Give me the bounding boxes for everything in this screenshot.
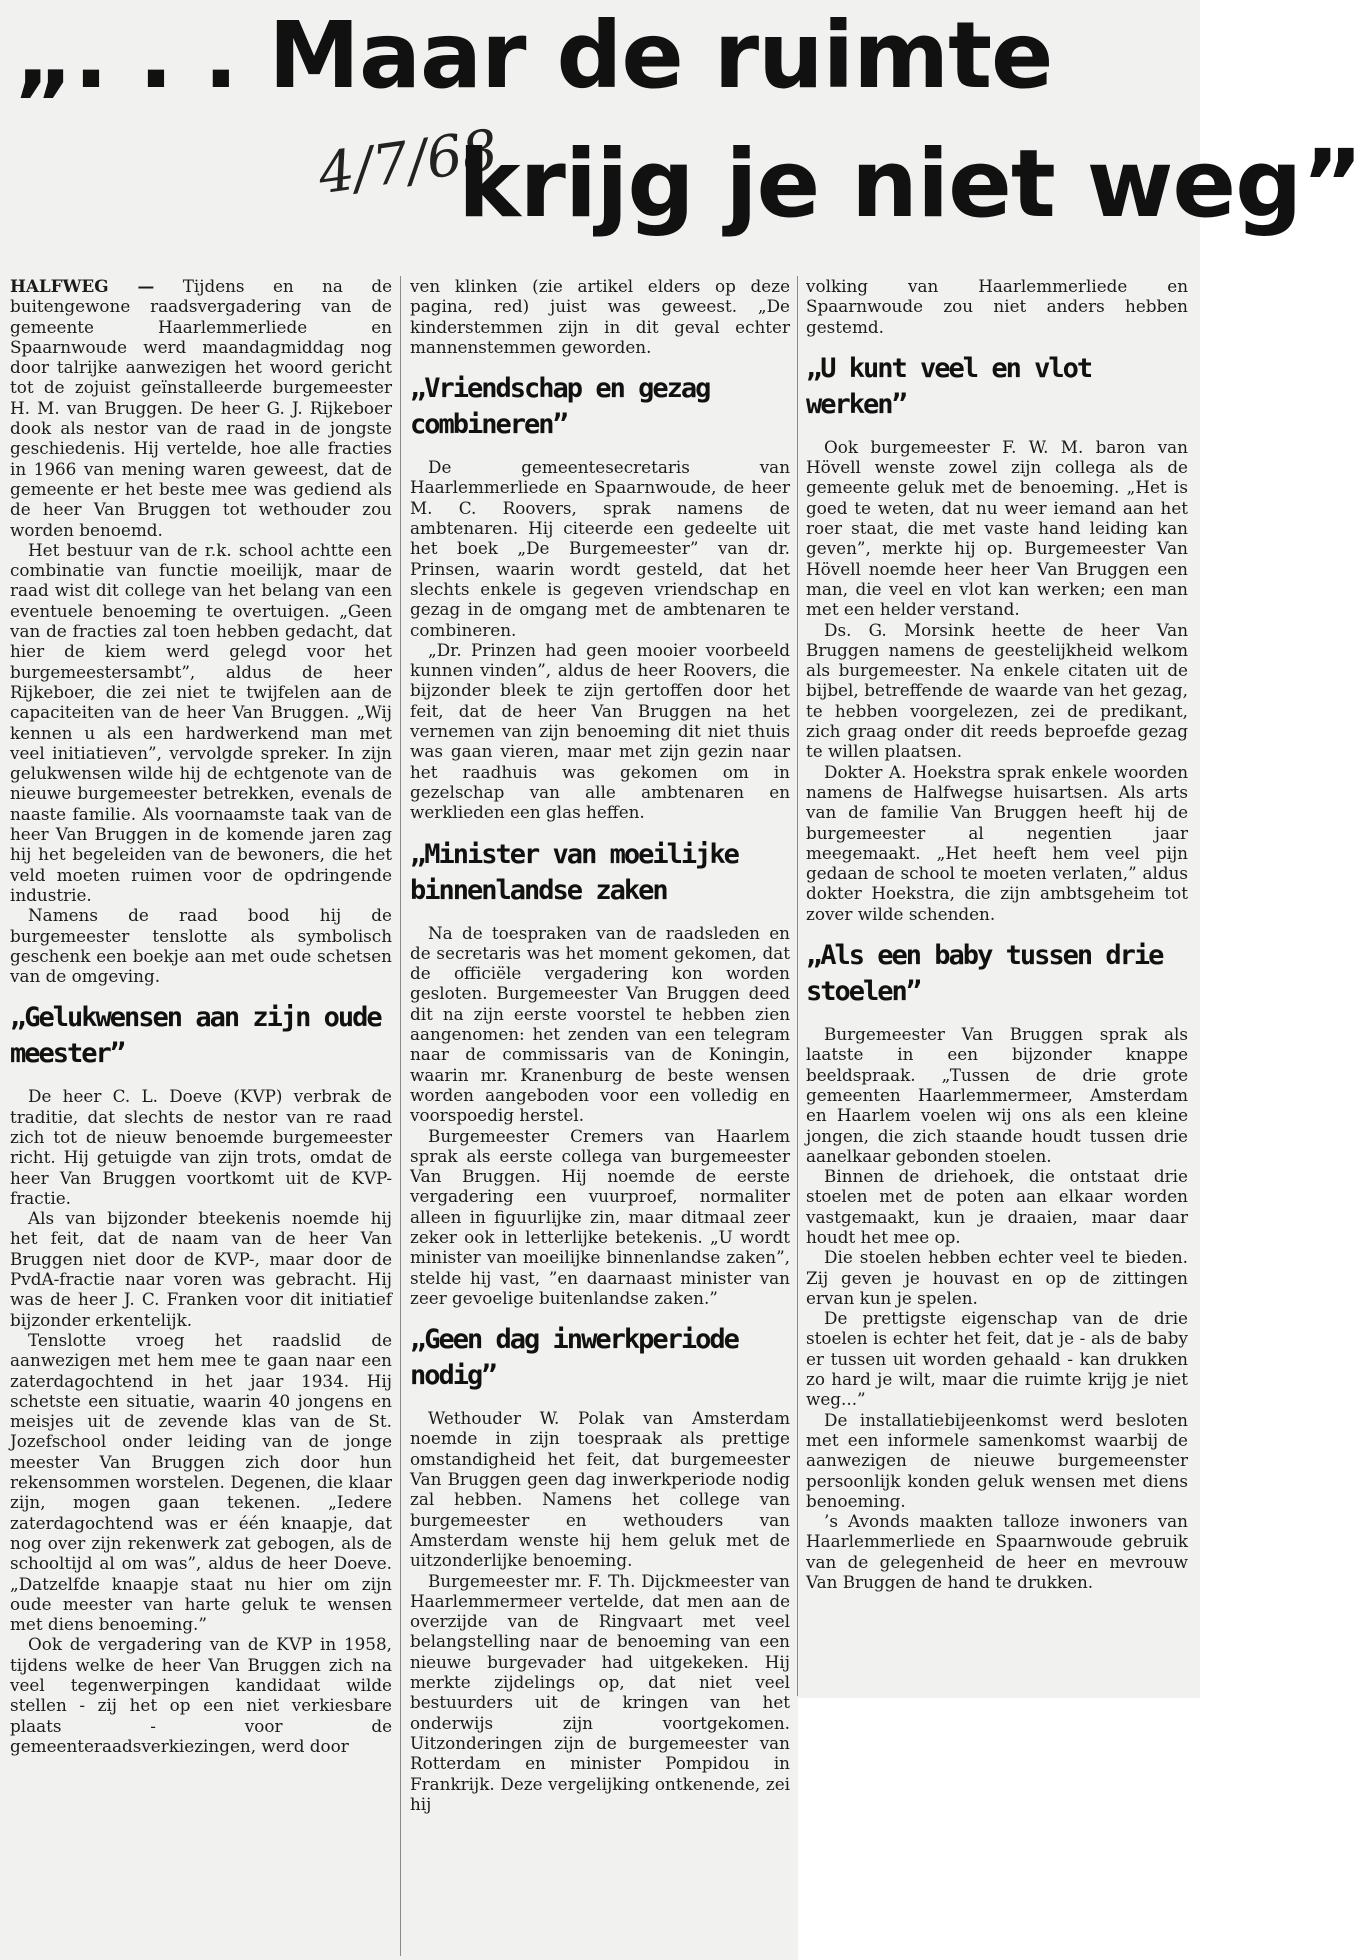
section-heading: „Minister van moeilijke binnenlandse zaken [410,838,738,906]
section-heading: „Geen dag inwerkperiode nodig” [410,1324,738,1392]
column-divider [797,276,798,1696]
paragraph: Het bestuur van de r.k. school achtte een combinatie van functie moeilijk, maar de raad wist dit college van het belang van een eventuele benoeming te overtuigen. „Geen van de fracties zal toen hebben gedacht, dat hier de kiem werd gelegd voor het burgemeestersambt”, aldus de heer Rijkeboer, die zei niet te twijfelen aan de capaciteiten van de heer Van Bruggen. „Wij kennen u als een hardwerkend man met veel initiatieven”, vervolgde spreker. In zijn gelukwensen wilde hij de echtgenote van de nieuwe burgemeester betrekken, evenals de naaste familie. Als voornaamste taak van de heer Van Bruggen in de komende jaren zag hij het begeleiden van de bewoners, die het veld moeten ruimen voor de opdringende industrie. [10,539,392,905]
section-heading: „Als een baby tussen drie stoelen” [806,940,1163,1008]
paragraph: ’s Avonds maakten talloze inwoners van Haarlemmerliede en Spaarnwoude gebruik van de gelegenheid de heer en mevrouw Van Bruggen de hand te drukken. [806,1511,1188,1593]
article-column-3 [806,276,1188,1696]
paragraph: Burgemeester mr. F. Th. Dijckmeester van Haarlemmermeer vertelde, dat men aan de overzijde van de Ringvaart met veel belangstelling naar de benoeming van een nieuwe burgevader had uitgekeken. Hij merkte zijdelings op, dat niet veel bestuurders uit de kringen van het onderwijs zijn voortgekomen. Uitzonderingen zijn de burgemeester van Rotterdam en minister Pompidou in Frankrijk. Deze vergelijking ontkenende, zei hij [410,1570,790,1814]
paragraph: Ook de vergadering van de KVP in 1958, tijdens welke de heer Van Bruggen zich na veel tegenwerpingen kandidaat wilde stellen - zij het op een niet verkiesbare plaats - voor de gemeenteraadsverkiezingen, werd door [10,1634,392,1756]
paragraph: De prettigste eigenschap van de drie stoelen is echter het feit, dat je - als de baby er tussen uit worden gehaald - kan drukken zo hard je wilt, maar die ruimte krijg je niet weg...” [806,1308,1188,1410]
paragraph: Die stoelen hebben echter veel te bieden. Zij geven je houvast en op de zittingen ervan kun je spelen. [806,1247,1188,1308]
paragraph: Als van bijzonder bteekenis noemde hij het feit, dat de naam van de heer Van Bruggen niet door de KVP-, maar door de PvdA-fractie naar voren was gebracht. Hij was de heer J. C. Franken voor dit initiatief bijzonder erkentelijk. [10,1208,392,1330]
paragraph: Burgemeester Van Bruggen sprak als laatste in een bijzonder knappe beeldspraak. „Tussen de drie grote gemeenten Haarlemmermeer, Amsterdam en Haarlem voelen wij ons als een kleine jongen, die zich staande houdt tussen drie aanelkaar gebonden stoelen. [806,1024,1188,1166]
paragraph: De gemeentesecretaris van Haarlemmerliede en Spaarnwoude, de heer M. C. Roovers, sprak namens de ambtenaren. Hij citeerde een gedeelte uit het boek „De Burgemeester” van dr. Prinsen, waarin wordt gesteld, dat het slechts enkele is gegeven vriendschap en gezag in de omgang met de ambtenaren te combineren. [410,457,790,640]
article-column-2 [410,276,790,1954]
paragraph: Ds. G. Morsink heette de heer Van Bruggen namens de geestelijkheid welkom als burgemeester. Na enkele citaten uit de bijbel, betreffende de waarde van het gezag, te hebben voorgelezen, zei de predikant, zich graag onder dit reeds beproefde gezag te willen plaatsen. [806,619,1188,762]
paragraph-text: Tijdens en na de buitengewone raadsvergadering van de gemeente Haarlemmerliede en Spaarnwoude werd maandagmiddag nog door talrijke aanwezigen het woord gericht tot de zojuist geïnstalleerde burgemeester H. M. van Bruggen. De heer G. J. Rijkeboer dook als nestor van de raad in de jongste geschiedenis. Hij vertelde, hoe alle fracties in 1966 van mening waren geweest, dat de gemeente er het beste mee was gediend als de heer Van Bruggen tot wethouder zou worden benoemd. [10,276,392,540]
section-heading: „Vriendschap en gezag combineren” [410,373,710,441]
handwritten-date: 4/7/68 [314,117,502,208]
paragraph: De installatiebijeenkomst werd besloten met een informele samenkomst waarbij de aanwezigen de nieuwe burgemeenster persoonlijk konden geluk wensen met diens benoeming. [806,1409,1188,1511]
paragraph: De heer C. L. Doeve (KVP) verbrak de traditie, dat slechts de nestor van re raad zich tot de nieuw benoemde burgemeester richt. Hij getuigde van zijn trots, omdat de heer Van Bruggen voortkomt uit de KVP-fractie. [10,1086,392,1208]
headline-line-1: „. . . Maar de ruimte [14,2,1053,109]
article-column-1 [10,276,392,1954]
paragraph: Binnen de driehoek, die ontstaat drie stoelen met de poten aan elkaar worden vastgemaakt, kun je draaien, maar daar houdt het mee op. [806,1166,1188,1247]
dateline: HALFWEG — [10,276,155,296]
section-heading: „U kunt veel en vlot werken” [806,352,1092,420]
paragraph: Burgemeester Cremers van Haarlem sprak als eerste collega van burgemeester Van Bruggen. Hij noemde de eerste vergadering een vuurproef, normaliter alleen in figuurlijke zin, maar ditmaal zeer zeker ook in letterlijke betekenis. „U wordt minister van moeilijke binnenlandse zaken”, stelde hij vast, ”en daarnaast minister van zeer gevoelige buitenlandse zaken.” [410,1125,790,1308]
paragraph: Ook burgemeester F. W. M. baron van Hövell wenste zowel zijn collega als de gemeente geluk met de benoeming. „Het is goed te weten, dat nu weer iemand aan het roer staat, die met vaste hand leiding kan geven”, merkte hij op. Burgemeester Van Hövell noemde heer heer Van Bruggen een man, die veel en vlot kan werken; een man met een helder verstand. [806,436,1188,620]
section-heading: „Gelukwensen aan zijn oude meester” [10,1002,381,1070]
paragraph: Namens de raad bood hij de burgemeester tenslotte als symbolisch geschenk een boekje aan met oude schetsen van de omgeving. [10,905,392,987]
paragraph: Tenslotte vroeg het raadslid de aanwezigen met hem mee te gaan naar een zaterdagochtend in het jaar 1934. Hij schetste een situatie, waarin 40 jongens en meisjes uit de zevende klas van de St. Jozefschool onder leiding van de jonge meester Van Bruggen zich door hun rekensommen worstelen. Degenen, die klaar zijn, mogen gaan tekenen. „Iedere zaterdagochtend was er één knaapje, dat nog over zijn rekenwerk zat gebogen, als de schooltijd al om was”, aldus de heer Doeve. „Datzelfde knaapje staat nu hier om zijn oude meester van harte geluk te wensen met diens benoeming.” [10,1329,392,1635]
column-divider [400,276,401,1956]
headline [0,0,1362,270]
paragraph: Na de toespraken van de raadsleden en de secretaris was het moment gekomen, dat de officiële vergadering kon worden gesloten. Burgemeester Van Bruggen deed dit na zijn eerste voorstel te hebben zien aangenomen: het zenden van een telegram naar de commissaris van de Koningin, waarin mr. Kranenburg de beste wensen worden aangeboden voor een volledig en voorspoedig herstel. [410,922,790,1126]
paragraph: ven klinken (zie artikel elders op deze pagina, red) juist was geweest. „De kinderstemmen zijn in dit geval echter mannenstemmen geworden. [410,276,790,357]
paragraph: Wethouder W. Polak van Amsterdam noemde in zijn toespraak als prettige omstandigheid het feit, dat burgemeester Van Bruggen geen dag inwerkperiode nodig zal hebben. Namens het college van burgemeester en wethouders van Amsterdam wenste hij hem geluk met de uitzonderlijke benoeming. [410,1408,790,1571]
first-paragraph [10,276,392,540]
paragraph: „Dr. Prinzen had geen mooier voorbeeld kunnen vinden”, aldus de heer Roovers, die bijzonder bleek te zijn gertoffen door het feit, dat de heer Van Bruggen na het vernemen van zijn benoeming dit niet thuis was gaan vieren, maar met zijn gezin naar het raadhuis was gekomen om in gezelschap van alle ambtenaren en werklieden een glas heffen. [410,639,790,823]
paragraph: Dokter A. Hoekstra sprak enkele woorden namens de Halfwegse huisartsen. Als arts van de familie Van Bruggen heeft hij de burgemeester al negentien jaar meegemaakt. „Het heeft hem veel pijn gedaan de school te moeten verlaten,” aldus dokter Hoekstra, die zijn ambtsgeheim tot zover wilde schenden. [806,761,1188,924]
paragraph: volking van Haarlemmerliede en Spaarnwoude zou niet anders hebben gestemd. [806,276,1188,337]
headline-line-2: krijg je niet weg” [458,130,1362,239]
